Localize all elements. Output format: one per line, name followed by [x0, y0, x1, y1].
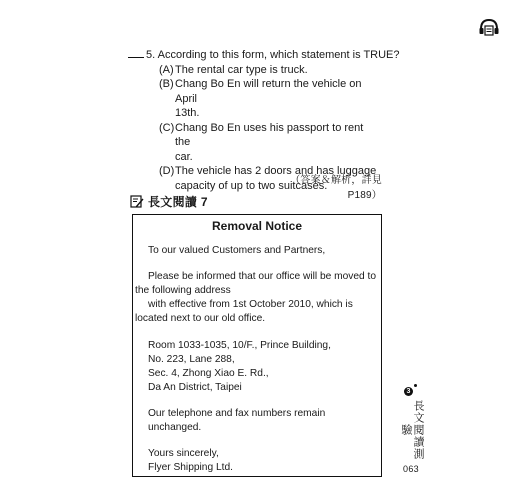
address-line: No. 223, Lane 288, [148, 354, 235, 365]
answer-blank [128, 47, 144, 58]
page-number: 063 [403, 464, 419, 474]
chapter-number-badge: 3 [404, 387, 413, 396]
chapter-side-tab [400, 387, 422, 474]
question-stem: 5. According to this form, which statement is TRUE? [146, 49, 400, 61]
answer-reference: （答案＆解析，詳見P189） [290, 175, 382, 201]
closing-line: Yours sincerely, [148, 448, 219, 459]
body-line: Please be informed that our office will be moved to [148, 271, 377, 282]
address-line: Da An District, Taipei [148, 382, 242, 393]
notice-phone-line: Our telephone and fax numbers remain unchanged. [148, 408, 326, 433]
section-title: 長文閱讀 7 [148, 195, 208, 209]
body-line: with effective from 1st October 2010, which is [148, 299, 353, 310]
option-c [159, 121, 378, 165]
notice-body [133, 270, 381, 326]
option-letter: (B) [159, 78, 174, 90]
headphone-book-icon [478, 18, 500, 38]
option-text: car. [175, 150, 193, 163]
option-text: Chang Bo En uses his passport to rent the [175, 121, 364, 148]
body-line: located next to our old office. [135, 313, 266, 324]
option-text: capacity of up to two suitcases. [175, 179, 328, 192]
option-letter: (C) [159, 121, 175, 134]
option-text: Chang Bo En will return the vehicle on April [175, 78, 362, 105]
address-line: Room 1033-1035, 10/F., Prince Building, [148, 340, 331, 351]
option-a [159, 63, 378, 78]
notice-closing [133, 447, 381, 475]
chapter-title: 長文閱讀測驗 [400, 400, 424, 460]
removal-notice-box [132, 214, 382, 477]
option-text: 13th. [175, 107, 200, 119]
notice-greeting: To our valued Customers and Partners, [148, 245, 326, 256]
option-letter: (A) [159, 63, 174, 76]
pen-paper-icon [130, 195, 144, 208]
badge-dot [414, 384, 417, 387]
option-b [159, 77, 378, 121]
option-text: The rental car type is truck. [175, 63, 308, 76]
notice-address [133, 339, 381, 395]
signature-line: Flyer Shipping Ltd. [148, 462, 233, 473]
notice-title: Removal Notice [211, 219, 303, 233]
address-line: Sec. 4, Zhong Xiao E. Rd., [148, 368, 269, 379]
option-letter: (D) [159, 165, 175, 177]
body-line: the following address [135, 285, 231, 296]
section-heading [130, 193, 208, 210]
option-text: The vehicle has 2 doors and has luggage [175, 165, 377, 177]
